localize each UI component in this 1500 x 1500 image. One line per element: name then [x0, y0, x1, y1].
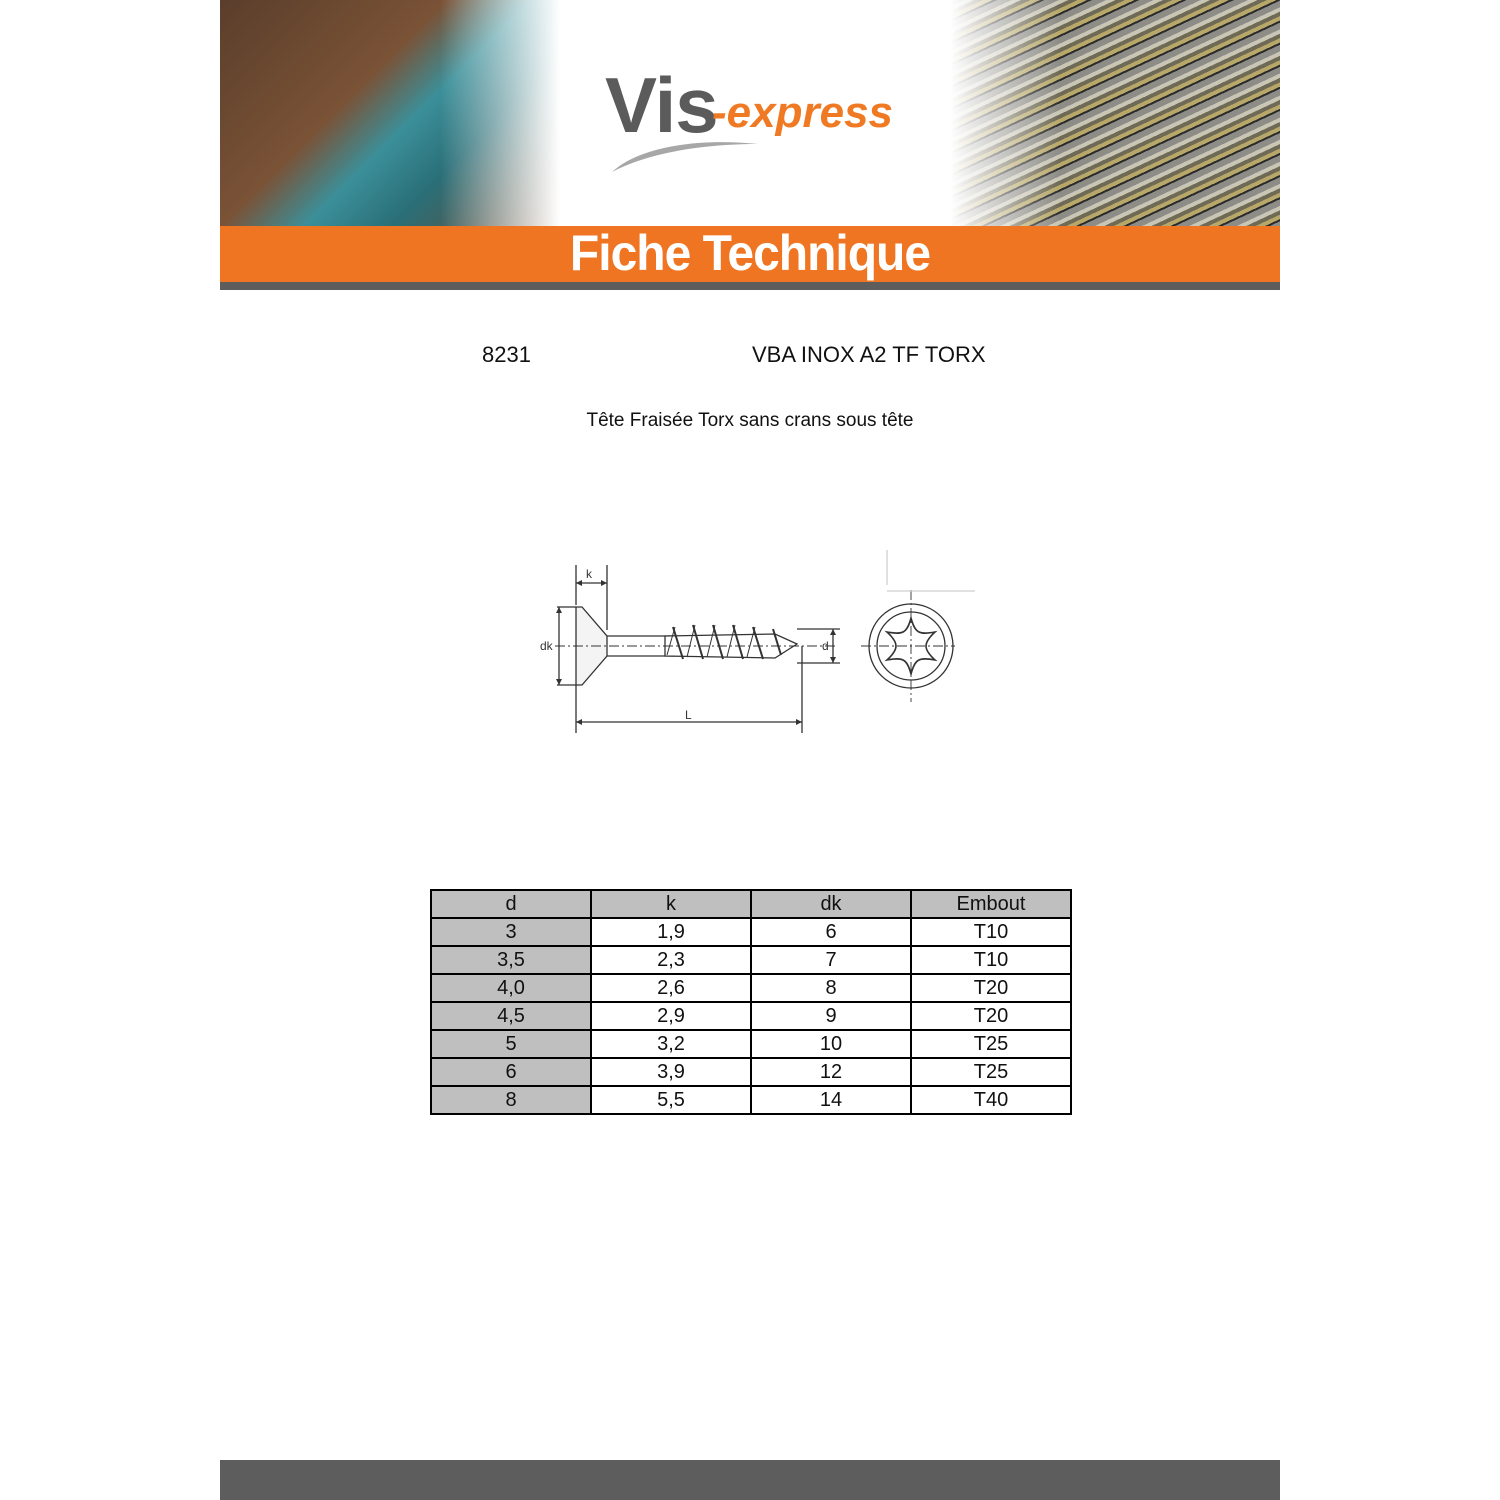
cell-embout: T10	[911, 946, 1071, 974]
cell-embout: T25	[911, 1030, 1071, 1058]
table-row	[431, 1058, 1071, 1086]
band-title: Fiche Technique	[569, 225, 931, 282]
header-banner	[220, 0, 1280, 226]
logo-swoosh-icon	[610, 136, 760, 176]
title-band	[220, 226, 1280, 282]
product-code: 8231	[482, 342, 531, 367]
cell-embout: T20	[911, 1002, 1071, 1030]
cell-dk: 14	[751, 1086, 911, 1114]
product-description: Tête Fraisée Torx sans crans sous tête	[586, 410, 914, 431]
table-header-row	[431, 890, 1071, 918]
cell-dk: 7	[751, 946, 911, 974]
cell-embout: T25	[911, 1058, 1071, 1086]
cell-k: 3,2	[591, 1030, 751, 1058]
workshop-photo	[220, 0, 560, 226]
logo-text-main: Vis	[605, 61, 718, 149]
label-d: d	[822, 639, 829, 653]
table-row	[431, 1086, 1071, 1114]
header-rule	[220, 282, 1280, 290]
label-k: k	[586, 567, 592, 581]
cell-k: 2,3	[591, 946, 751, 974]
cell-d: 5	[431, 1030, 591, 1058]
table-row	[431, 1002, 1071, 1030]
cell-embout: T20	[911, 974, 1071, 1002]
cell-d: 6	[431, 1058, 591, 1086]
cell-dk: 12	[751, 1058, 911, 1086]
cell-dk: 10	[751, 1030, 911, 1058]
footer-bar	[220, 1460, 1280, 1500]
header-embout: Embout	[911, 890, 1071, 918]
header-k: k	[591, 890, 751, 918]
table-row	[431, 946, 1071, 974]
label-L: L	[685, 708, 692, 722]
screw-technical-drawing	[535, 545, 985, 745]
screws-photo	[950, 0, 1280, 226]
cell-d: 8	[431, 1086, 591, 1114]
dimension-table	[430, 889, 1072, 1115]
cell-k: 1,9	[591, 918, 751, 946]
cell-d: 4,5	[431, 1002, 591, 1030]
cell-k: 3,9	[591, 1058, 751, 1086]
cell-dk: 9	[751, 1002, 911, 1030]
cell-k: 5,5	[591, 1086, 751, 1114]
table-row	[431, 974, 1071, 1002]
brand-logo	[605, 60, 905, 180]
logo-text-suffix: -express	[712, 88, 894, 137]
cell-k: 2,6	[591, 974, 751, 1002]
cell-d: 3,5	[431, 946, 591, 974]
table-row	[431, 1030, 1071, 1058]
cell-embout: T40	[911, 1086, 1071, 1114]
header-dk: dk	[751, 890, 911, 918]
table-row	[431, 918, 1071, 946]
label-dk: dk	[540, 639, 553, 653]
cell-k: 2,9	[591, 1002, 751, 1030]
cell-dk: 6	[751, 918, 911, 946]
cell-d: 3	[431, 918, 591, 946]
product-name: VBA INOX A2 TF TORX	[752, 342, 986, 367]
cell-d: 4,0	[431, 974, 591, 1002]
header-d: d	[431, 890, 591, 918]
cell-embout: T10	[911, 918, 1071, 946]
cell-dk: 8	[751, 974, 911, 1002]
